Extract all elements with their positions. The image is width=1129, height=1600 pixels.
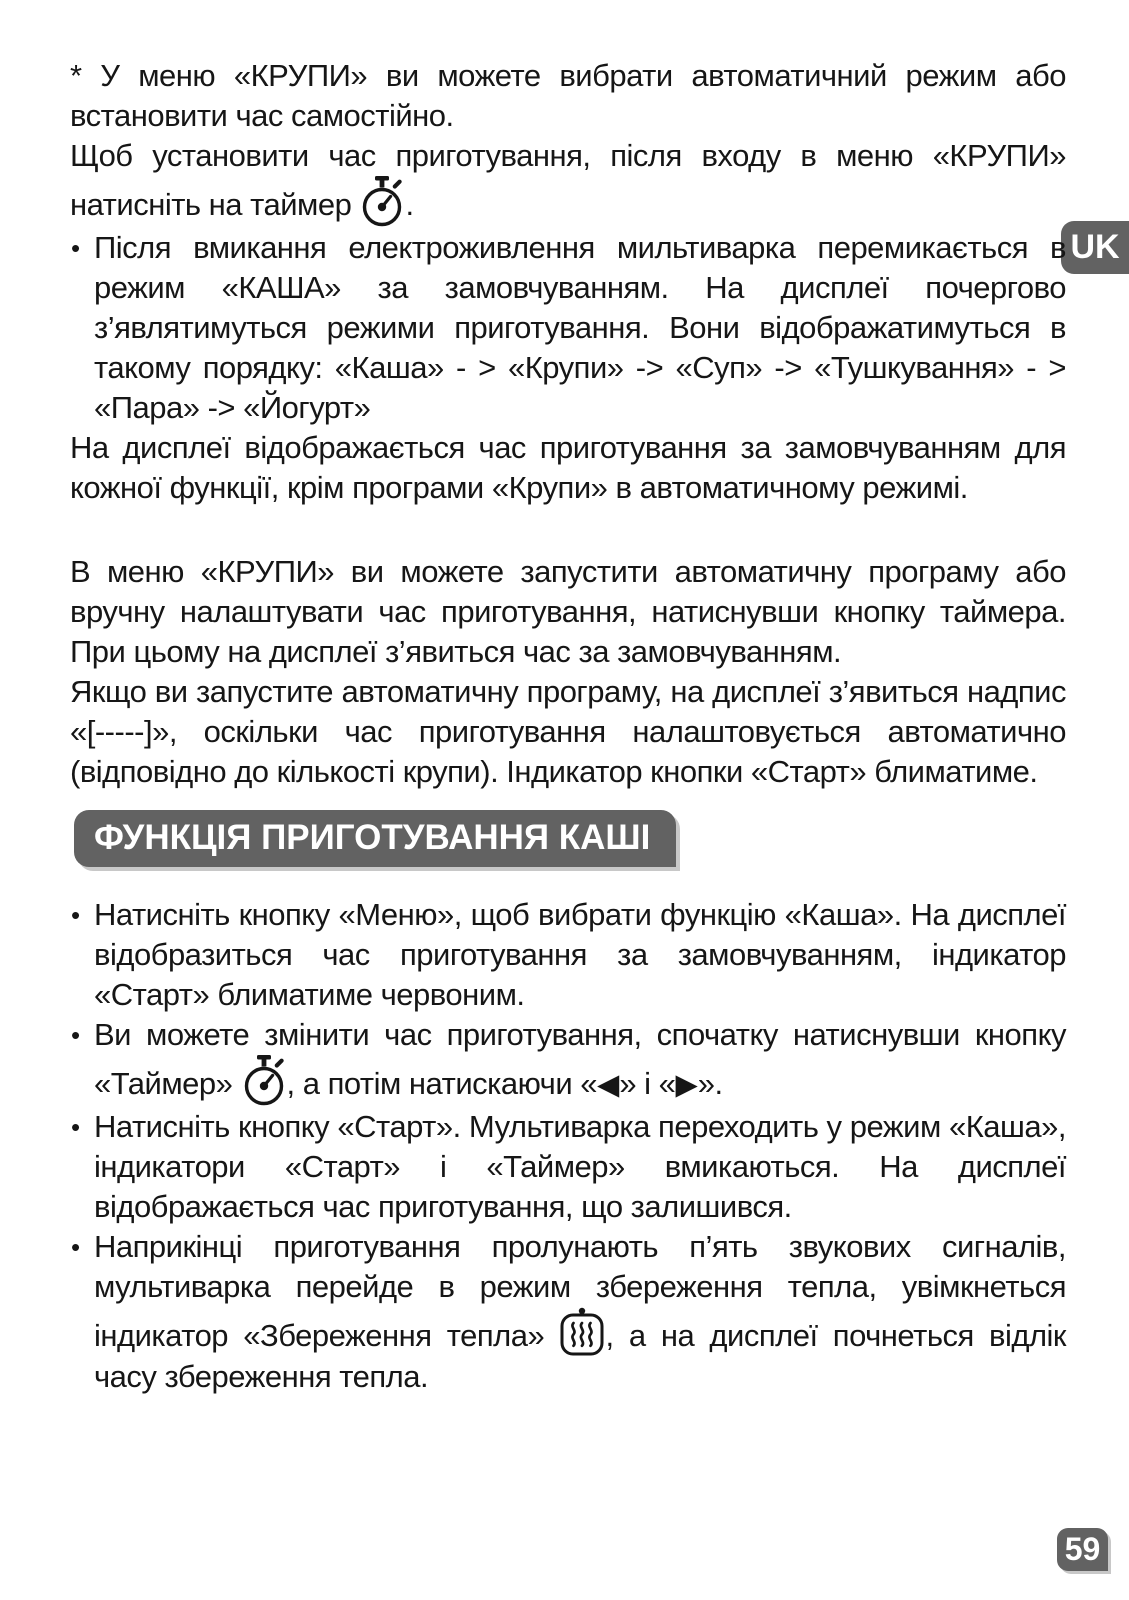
language-tab-uk: UK <box>1061 221 1129 274</box>
list-item-menu-button <box>70 895 1066 1015</box>
menu-button-text: Натисніть кнопку «Меню», щоб вибрати функцію «Каша». На дисплеї відобразиться час приготування за замовчуванням, індикатор «Старт» блиматиме червоним. <box>94 897 1066 1012</box>
page-content <box>70 56 1066 1397</box>
list-item-power-on <box>70 228 1066 428</box>
bullet-marker: • <box>71 1112 80 1142</box>
change-time-text-2: , а потім натискаючи « <box>286 1066 598 1101</box>
stopwatch-icon <box>359 176 405 228</box>
end-text-2: , а на дисплеї почнеться відлік часу збереження тепла. <box>94 1318 1066 1394</box>
left-arrow-icon: ◀ <box>597 1067 620 1101</box>
bullet-marker: • <box>71 900 80 930</box>
bullet-marker: • <box>71 1232 80 1262</box>
set-time-paragraph <box>70 136 1066 228</box>
krupy-manual-paragraph: В меню «КРУПИ» ви можете запустити автоматичну програму або вручну налаштувати час приготування, натиснувши кнопку таймера. При цьому на дисплеї з’явиться час за замовчуванням. <box>70 554 1066 669</box>
keep-warm-icon <box>559 1307 605 1357</box>
power-on-text: Після вмикання електроживлення мильтиварка перемикається в режим «КАША» за замовчуванням. На дисплеї почергово з’являтимуться режими приготування. Вони відображатимуться в такому порядку: «Каша» - > «Крупи» -> «Суп» -> «Тушкування» - > «Пара» -> «Йогурт» <box>94 230 1066 425</box>
change-time-text-1: Ви можете змінити час приготування, спочатку натиснувши кнопку «Таймер» <box>94 1017 1066 1101</box>
krupy-auto-paragraph: Якщо ви запустите автоматичну програму, на дисплеї з’явиться надпис «[-----]», оскільки час приготування налаштовується автоматично (відповідно до кількості крупи). Індикатор кнопки «Старт» блиматиме. <box>70 674 1066 789</box>
page-number-badge: 59 <box>1057 1528 1108 1571</box>
bullet-marker: • <box>71 1020 80 1050</box>
stopwatch-icon <box>241 1055 287 1107</box>
start-button-text: Натисніть кнопку «Старт». Мультиварка переходить у режим «Каша», індикатори «Старт» і «Таймер» вмикаються. На дисплеї відображається час приготування, що залишився. <box>94 1109 1066 1224</box>
list-item-start-button <box>70 1107 1066 1227</box>
list-item-end-of-cooking <box>70 1227 1066 1397</box>
right-arrow-icon: ▶ <box>675 1067 698 1101</box>
note-paragraph: * У меню «КРУПИ» ви можете вибрати автоматичний режим або встановити час самостійно. <box>70 58 1066 133</box>
list-item-change-time <box>70 1015 1066 1107</box>
display-default-paragraph: На дисплеї відображається час приготування за замовчуванням для кожної функції, крім програми «Крупи» в автоматичному режимі. <box>70 430 1066 505</box>
change-time-text-4: ». <box>697 1066 723 1101</box>
set-time-text: Щоб установити час приготування, після входу в меню «КРУПИ» натисніть на таймер <box>70 138 1066 222</box>
section-header-kasha: ФУНКЦІЯ ПРИГОТУВАННЯ КАШІ <box>74 810 676 867</box>
set-time-period: . <box>405 187 414 222</box>
bullet-marker: • <box>71 233 80 263</box>
end-text-1: Наприкінці приготування пролунають п’ять звукових сигналів, мультиварка перейде в режим збереження тепла, увімкнеться індикатор «Збереження тепла» <box>94 1229 1066 1353</box>
change-time-text-3: » і « <box>619 1066 676 1101</box>
